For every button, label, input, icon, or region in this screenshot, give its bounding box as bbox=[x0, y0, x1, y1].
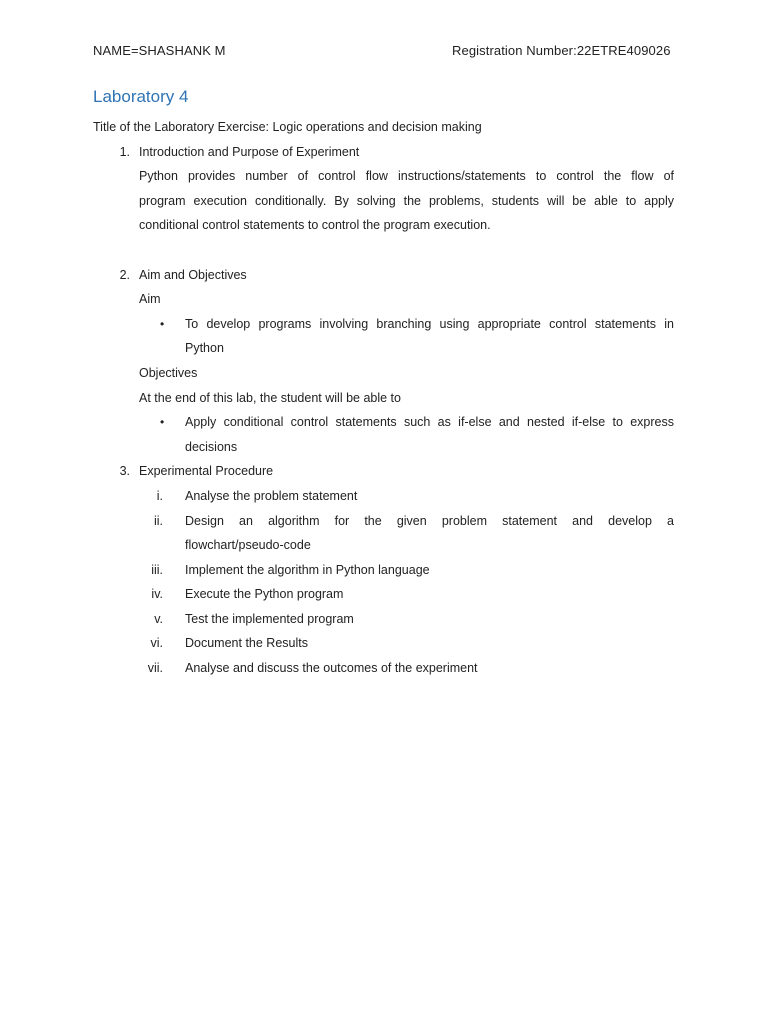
objective-bullet: • Apply conditional control statements such as if-else and nested if-else to express bbox=[93, 412, 674, 437]
step-numeral: iii. bbox=[151, 562, 163, 577]
objectives-label: Objectives bbox=[139, 365, 198, 380]
procedure-step: v. Test the implemented program bbox=[93, 609, 674, 634]
step-numeral: v. bbox=[154, 611, 163, 626]
section-1-heading bbox=[93, 142, 674, 167]
section-1-body-line: program execution conditionally. By solving the problems, students will be able to apply bbox=[139, 193, 674, 208]
paragraph-spacer bbox=[93, 240, 674, 265]
section-1-body-line: Python provides number of control flow instructions/statements to control the flow of bbox=[139, 169, 674, 184]
section-3-heading bbox=[93, 461, 674, 486]
section-2-heading bbox=[93, 265, 674, 290]
aim-label: Aim bbox=[139, 292, 161, 307]
section-1-body-line: conditional control statements to control the program execution. bbox=[139, 218, 491, 233]
procedure-step: vii. Analyse and discuss the outcomes of the experiment bbox=[93, 658, 674, 683]
objectives-intro: At the end of this lab, the student will be able to bbox=[139, 390, 401, 405]
section-number: 1. bbox=[119, 144, 130, 159]
section-number: 2. bbox=[119, 267, 130, 282]
step-numeral: vi. bbox=[150, 636, 163, 651]
document-body bbox=[93, 117, 674, 683]
step-numeral: ii. bbox=[153, 513, 163, 528]
procedure-step: ii. Design an algorithm for the given problem statement and develop a bbox=[93, 511, 674, 536]
exercise-title: Title of the Laboratory Exercise: Logic operations and decision making bbox=[93, 120, 482, 134]
student-name: NAME=SHASHANK M bbox=[93, 43, 226, 58]
section-title: Aim and Objectives bbox=[139, 267, 247, 282]
step-numeral: i. bbox=[156, 488, 163, 503]
bullet-icon: • bbox=[160, 316, 165, 331]
step-numeral: vii. bbox=[147, 661, 163, 676]
procedure-step: iv. Execute the Python program bbox=[93, 584, 674, 609]
section-title: Introduction and Purpose of Experiment bbox=[139, 144, 360, 159]
bullet-icon: • bbox=[160, 415, 165, 430]
aim-bullet: • To develop programs involving branching using appropriate control statements in bbox=[93, 314, 674, 339]
registration-number: Registration Number:22ETRE409026 bbox=[452, 43, 671, 58]
objective-bullet-continuation: decisions bbox=[185, 439, 238, 454]
step-numeral: iv. bbox=[151, 587, 163, 602]
procedure-step: i. Analyse the problem statement bbox=[93, 486, 674, 511]
section-title: Experimental Procedure bbox=[139, 464, 274, 479]
procedure-step: vi. Document the Results bbox=[93, 633, 674, 658]
aim-bullet-continuation: Python bbox=[185, 341, 224, 356]
procedure-step-continuation: flowchart/pseudo-code bbox=[185, 538, 311, 553]
section-number: 3. bbox=[119, 464, 130, 479]
procedure-step: iii. Implement the algorithm in Python language bbox=[93, 560, 674, 585]
lab-title: Laboratory 4 bbox=[93, 87, 189, 106]
